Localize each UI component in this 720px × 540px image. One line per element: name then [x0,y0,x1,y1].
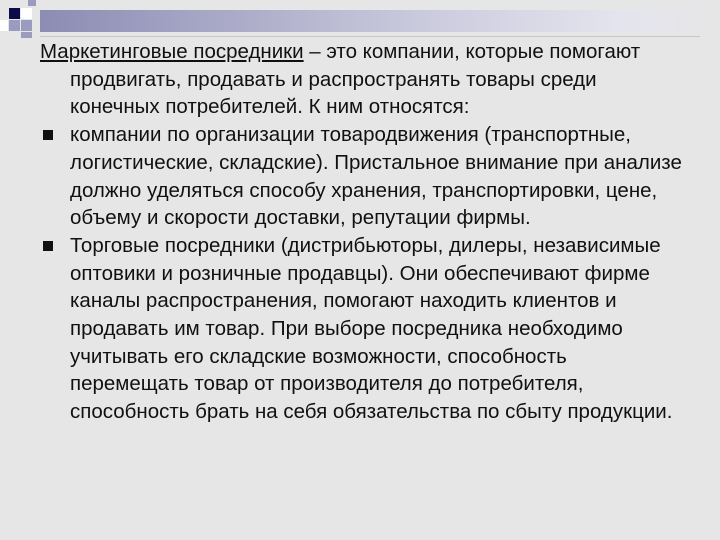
decor-square-light [9,20,20,31]
bullet-item [40,232,690,426]
intro-paragraph [40,38,690,121]
decor-square-white [0,20,8,31]
decor-square-light [21,20,32,31]
decor-square-light [21,32,32,38]
square-bullet-icon [43,241,53,251]
bullet-text: компании по организации товародвижения (транспортные, логистические, складские). Пристальное внимание при анализе должно уделяться способу хранения, транспортировки, цене, объему и скорости доставки, репутации фирмы. [70,123,682,230]
title-bar-gradient [40,10,720,32]
title-divider [40,36,700,37]
decor-square-dark [9,8,20,19]
square-bullet-icon [43,130,53,140]
decor-square-white [21,8,32,19]
bullet-text: Торговые посредники (дистрибьюторы, дилеры, независимые оптовики и розничные продавцы). Они обеспечивают фирме каналы распространения, помогают находить клиентов и продавать им товар. При выборе посредника необходимо учитывать его складские возможности, способность перемещать товар от производителя до потребителя, способность брать на себя обязательства по сбыту продукции. [70,233,673,424]
decor-square-light [28,0,36,6]
intro-text: – это компании, которые помогают продвигать, продавать и распространять товары среди конечных потребителей. К ним относятся: [70,40,641,119]
bullet-item [40,121,690,232]
body-text [40,38,690,426]
term-heading: Маркетинговые посредники [40,40,304,63]
